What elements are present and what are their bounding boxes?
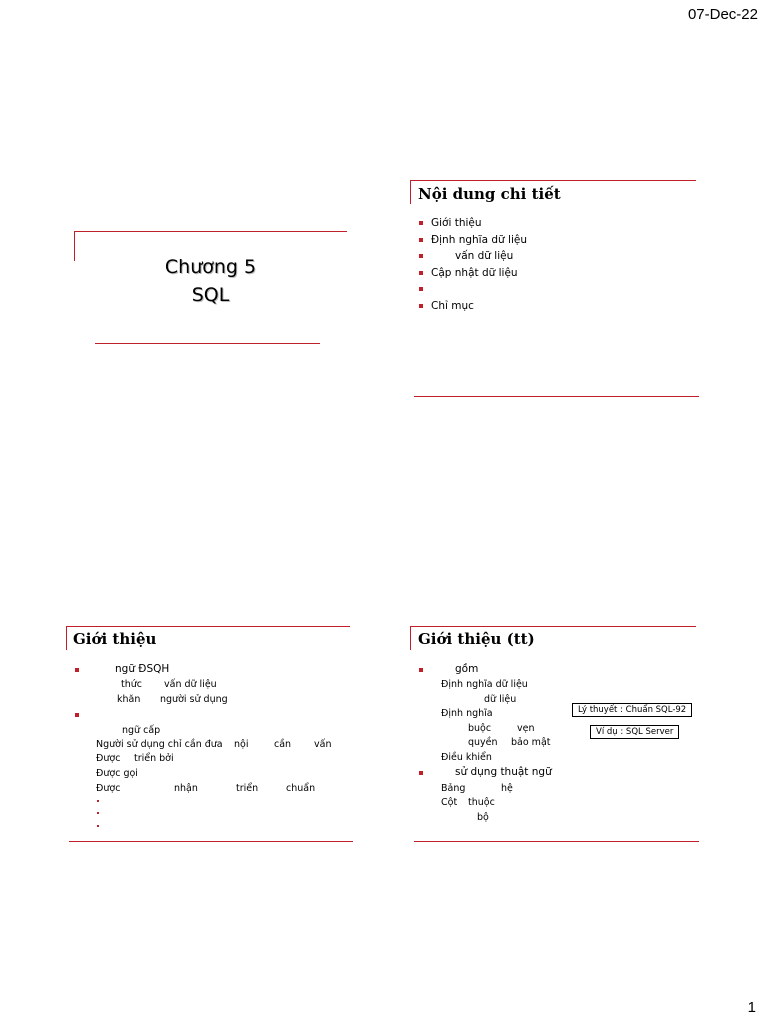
slide-3-bottom-line bbox=[69, 841, 353, 842]
slide-3-title: Giới thiệu bbox=[73, 630, 157, 648]
list-item: Giới thiệu bbox=[418, 215, 678, 232]
bullet-marker bbox=[75, 713, 79, 717]
line-text: triển bbox=[236, 783, 259, 794]
bullet-marker bbox=[75, 668, 79, 672]
chapter-subject: SQL bbox=[191, 284, 230, 306]
slide-2-top-line bbox=[410, 180, 696, 181]
line-text: hệ bbox=[501, 783, 513, 794]
line-text: ngữ cấp bbox=[122, 725, 161, 736]
bullet-marker bbox=[419, 771, 423, 775]
bullet-text: ngữ ĐSQH bbox=[115, 663, 170, 675]
line-text: cần bbox=[274, 739, 292, 750]
slide-4-left-line bbox=[410, 626, 411, 650]
line-text: nhận bbox=[174, 783, 198, 794]
line-text: chuẩn bbox=[286, 783, 316, 794]
slide-2-title: Nội dung chi tiết bbox=[418, 185, 561, 203]
list-item: Chỉ mục bbox=[418, 298, 678, 315]
sub-bullet-marker bbox=[97, 825, 99, 827]
bullet-text: gồm bbox=[455, 663, 479, 675]
chapter-label: Chương 5 bbox=[164, 256, 257, 278]
slide-4-top-line bbox=[410, 626, 696, 627]
line-text: vẹn bbox=[517, 723, 535, 734]
list-item: vấn dữ liệu bbox=[418, 248, 678, 265]
line-text: nội bbox=[234, 739, 249, 750]
line-text: triển bởi bbox=[134, 753, 174, 764]
slide-1-top-line bbox=[74, 231, 347, 232]
sub-bullet-marker bbox=[97, 812, 99, 814]
sub-bullet-marker bbox=[97, 800, 99, 802]
slide-2-left-line bbox=[410, 180, 411, 204]
slide-1-bottom-line bbox=[95, 343, 320, 344]
list-item: Cập nhật dữ liệu bbox=[418, 265, 678, 282]
page-date: 07-Dec-22 bbox=[687, 6, 758, 23]
line-text: Điều khiển bbox=[441, 752, 492, 763]
slide-2-list bbox=[418, 215, 678, 314]
line-text: khăn bbox=[117, 694, 141, 705]
line-text: buộc bbox=[468, 723, 492, 734]
line-text: dữ liệu bbox=[484, 694, 517, 705]
line-text: người sử dụng bbox=[160, 694, 228, 705]
slide-4-bottom-line bbox=[414, 841, 699, 842]
slide-1-title bbox=[74, 253, 347, 309]
bullet-marker bbox=[419, 668, 423, 672]
slide-3-top-line bbox=[66, 626, 350, 627]
line-text: bảo mật bbox=[511, 737, 551, 748]
example-label-box: Ví dụ : SQL Server bbox=[590, 725, 679, 739]
line-text: thức bbox=[121, 679, 142, 690]
line-text: Định nghĩa dữ liệu bbox=[441, 679, 528, 690]
line-text: Được gọi bbox=[96, 768, 138, 779]
line-text: quyền bbox=[468, 737, 498, 748]
line-text: Bảng bbox=[441, 783, 466, 794]
line-text: Cột bbox=[441, 797, 458, 808]
theory-label-box: Lý thuyết : Chuẩn SQL-92 bbox=[572, 703, 692, 717]
slide-3-left-line bbox=[66, 626, 67, 650]
line-text: Được bbox=[96, 753, 121, 764]
line-text: thuộc bbox=[468, 797, 495, 808]
list-item bbox=[418, 281, 678, 298]
slide-2-bottom-line bbox=[414, 396, 699, 397]
line-text: vấn dữ liệu bbox=[164, 679, 217, 690]
page-number: 1 bbox=[747, 999, 756, 1016]
line-text: Người sử dụng chỉ cần đưa bbox=[96, 739, 223, 750]
bullet-text: sử dụng thuật ngữ bbox=[455, 766, 552, 778]
line-text: bộ bbox=[477, 812, 489, 823]
line-text: Định nghĩa bbox=[441, 708, 493, 719]
line-text: vấn bbox=[314, 739, 332, 750]
slide-4-title: Giới thiệu (tt) bbox=[418, 630, 535, 648]
list-item: Định nghĩa dữ liệu bbox=[418, 232, 678, 249]
line-text: Được bbox=[96, 783, 121, 794]
